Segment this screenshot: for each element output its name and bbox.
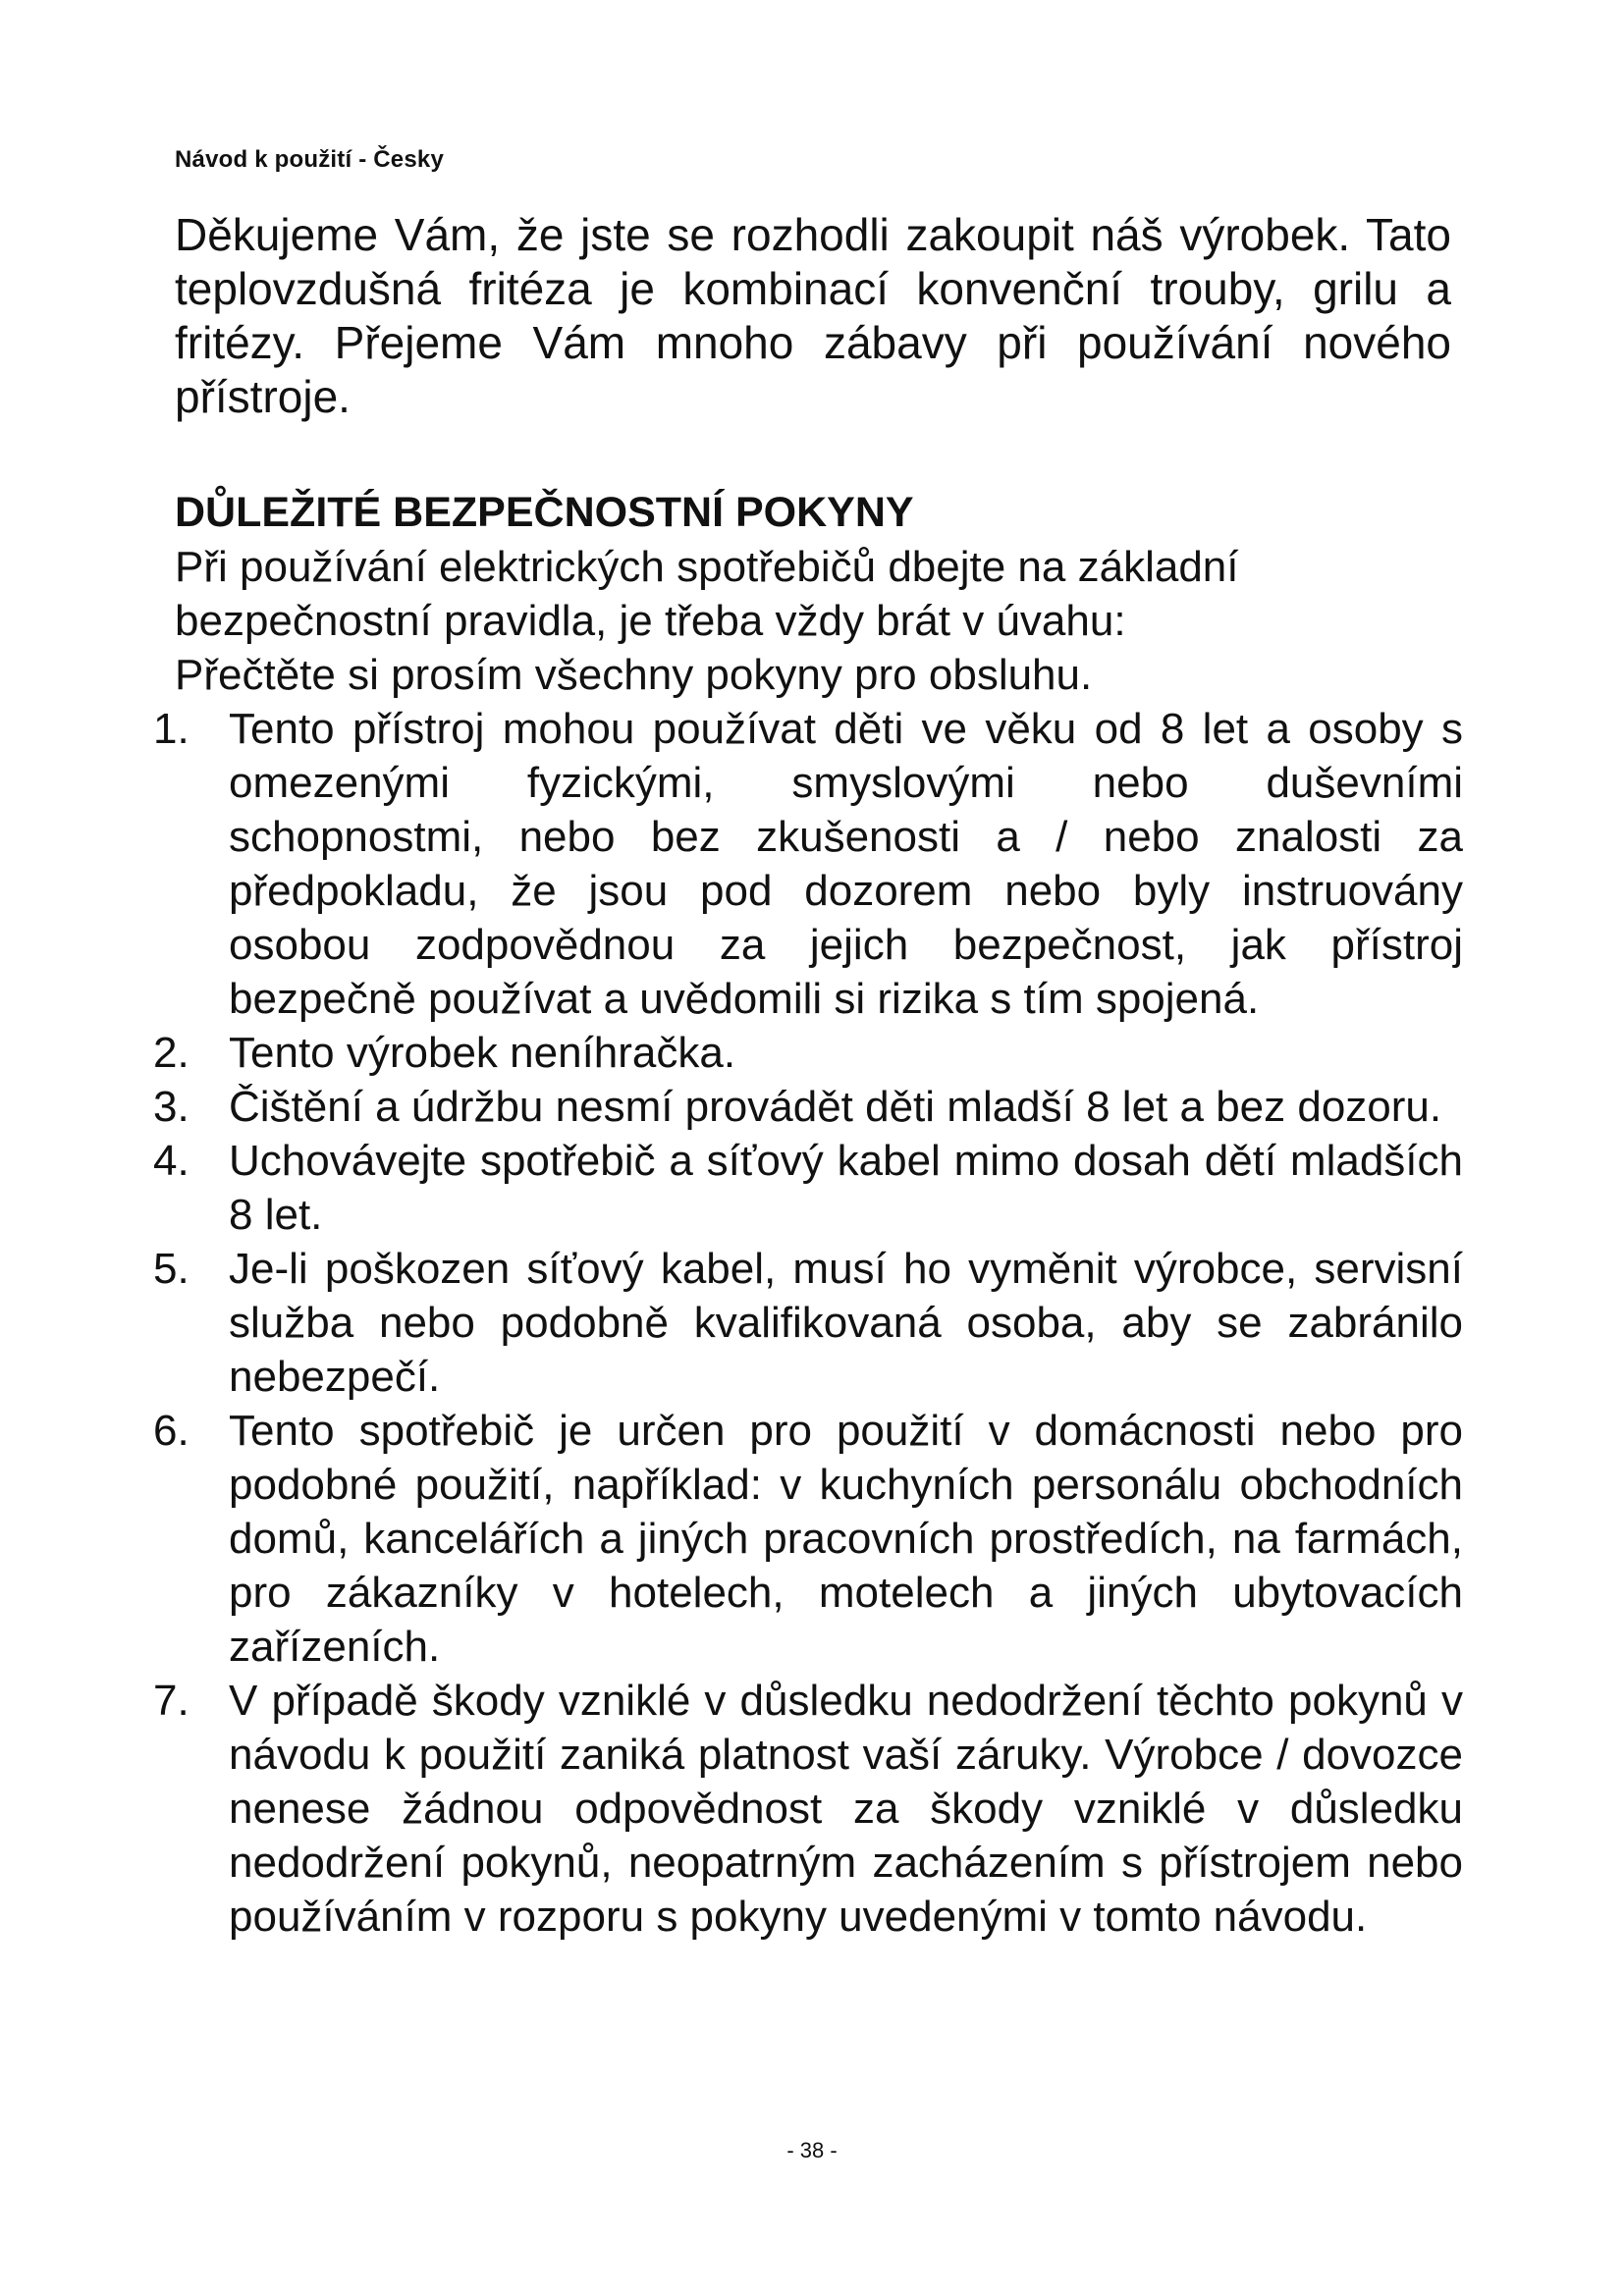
safety-instructions-list [153,702,1463,1944]
list-item [153,1404,1463,1674]
list-item-text: Tento přístroj mohou používat děti ve věku od 8 let a osoby s omezenými fyzickými, smyslovými nebo duševními schopnostmi, nebo bez zkušenosti a / nebo znalosti za předpokladu, že jsou pod dozorem nebo byly instruovány osobou zodpovědnou za jejich bezpečnost, jak přístroj bezpečně používat a uvědomili si rizika s tím spojená. [229,705,1463,1023]
safety-intro-line: bezpečnostní pravidla, je třeba vždy brát v úvahu: [175,597,1126,645]
list-item-number: 2. [153,1029,189,1077]
page-number: - 38 - [786,2138,838,2163]
list-item [153,1080,1463,1134]
list-item-text: V případě škody vzniklé v důsledku nedodržení těchto pokynů v návodu k použití zaniká platnost vaší záruky. Výrobce / dovozce nenese žádnou odpovědnost za škody vzniklé v důsledku nedodržení pokynů, neopatrným zacházením s přístrojem nebo používáním v rozporu s pokyny uvedenými v tomto návodu. [229,1677,1463,1941]
document-header: Návod k použití - Česky [175,146,444,173]
list-item-number: 4. [153,1137,189,1185]
safety-intro [175,540,1451,702]
safety-intro-line: Při používání elektrických spotřebičů dbejte na základní [175,543,1239,591]
list-item-number: 3. [153,1083,189,1131]
list-item-number: 7. [153,1677,189,1725]
list-item-text: Tento spotřebič je určen pro použití v domácnosti nebo pro podobné použití, například: v kuchyních personálu obchodních domů, kancelářích a jiných pracovních prostředích, na farmách, pro zákazníky v hotelech, motelech a jiných ubytovacích zařízeních. [229,1407,1463,1671]
list-item [153,1026,1463,1080]
intro-paragraph: Děkujeme Vám, že jste se rozhodli zakoupit náš výrobek. Tato teplovzdušná fritéza je kombinací konvenční trouby, grilu a fritézy. Přejeme Vám mnoho zábavy při používání nového přístroje. [175,209,1451,422]
list-item-number: 6. [153,1407,189,1455]
list-item [153,1134,1463,1242]
list-item-number: 1. [153,705,189,753]
list-item-text: Čištění a údržbu nesmí provádět děti mladší 8 let a bez dozoru. [229,1083,1442,1131]
list-item-text: Je-li poškozen síťový kabel, musí ho vyměnit výrobce, servisní služba nebo podobně kvalifikovaná osoba, aby se zabránilo nebezpečí. [229,1245,1463,1401]
list-item-text: Uchovávejte spotřebič a síťový kabel mimo dosah dětí mladších 8 let. [229,1137,1463,1239]
list-item [153,1242,1463,1404]
list-item-text: Tento výrobek neníhračka. [229,1029,736,1077]
list-item [153,702,1463,1026]
safety-intro-line: Přečtěte si prosím všechny pokyny pro obsluhu. [175,651,1093,699]
safety-section-title: DŮLEŽITÉ BEZPEČNOSTNÍ POKYNY [175,489,914,536]
list-item [153,1674,1463,1944]
list-item-number: 5. [153,1245,189,1293]
